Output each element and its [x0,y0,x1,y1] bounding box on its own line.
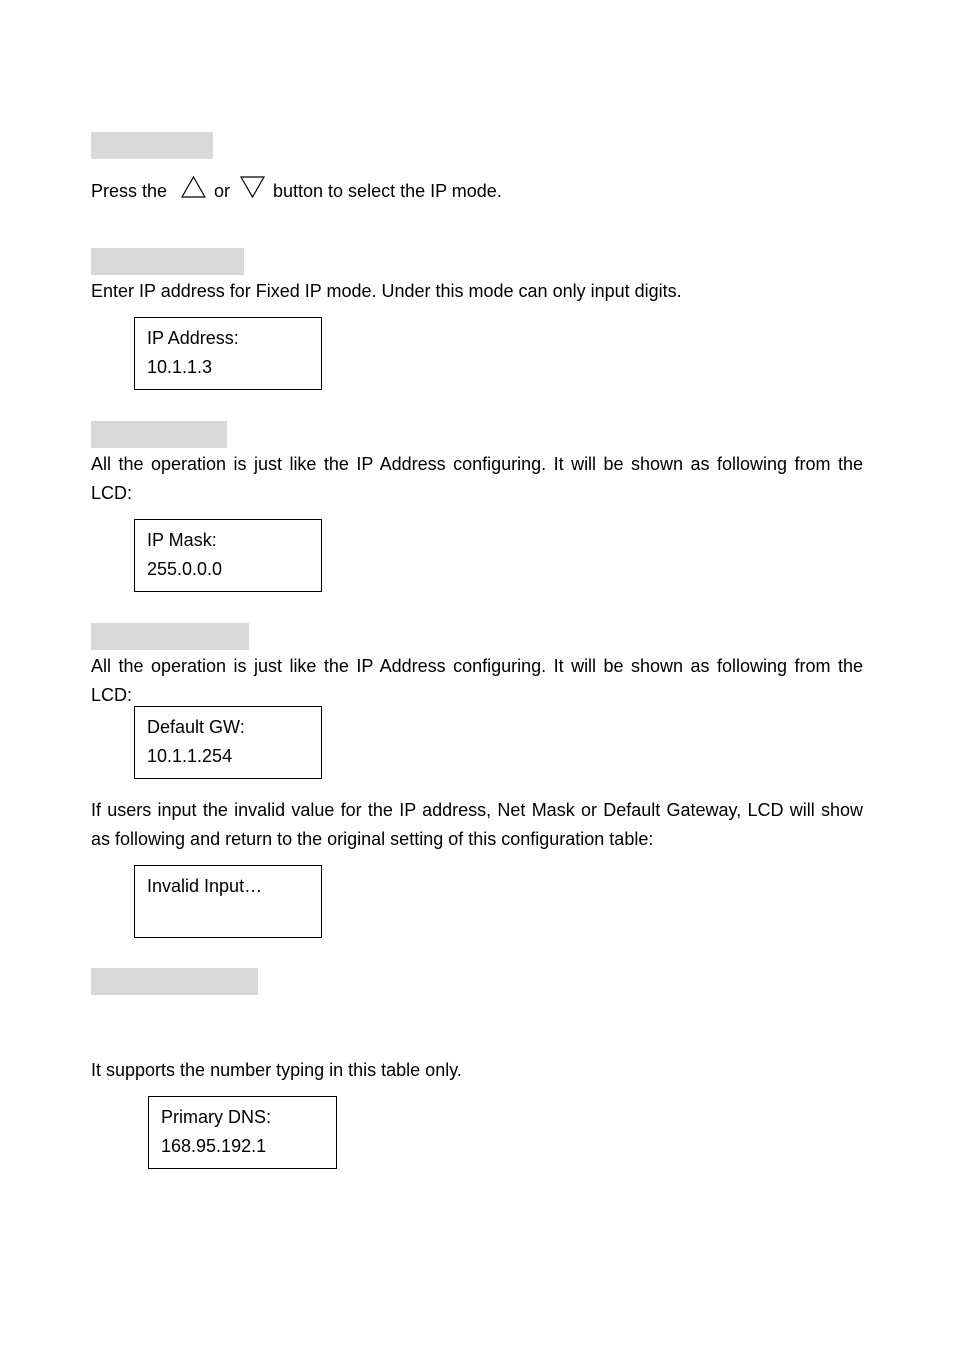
lcd-invalid-input [134,865,322,938]
ip-address-description: Enter IP address for Fixed IP mode. Under this mode can only input digits. [91,281,682,301]
lcd-line-2: 168.95.192.1 [161,1136,267,1156]
lcd-line-1: IP Mask: [147,530,217,550]
invalid-input-description: If users input the invalid value for the IP address, Net Mask or Default Gateway, LCD will show as following and return to the original setting of this configuration table: [91,800,863,849]
ip-mask-description: All the operation is just like the IP Address configuring. It will be shown as following from the LCD: [91,454,863,503]
ip-mode-text-after: button to select the IP mode. [273,181,502,201]
lcd-line-1: Primary DNS: [161,1107,272,1127]
ip-mode-text-before: Press the [91,181,168,201]
section-heading-ip-address [91,248,244,275]
default-gw-description: All the operation is just like the IP Address configuring. It will be shown as following from the LCD: [91,656,863,705]
lcd-default-gw [134,706,322,779]
section-heading-default-gw [91,623,249,650]
primary-dns-description: It supports the number typing in this table only. [91,1060,462,1080]
lcd-line-1: Default GW: [147,717,245,737]
lcd-line-1: Invalid Input… [147,876,263,896]
lcd-ip-address [134,317,322,390]
up-triangle-icon [180,175,207,199]
lcd-line-2: 10.1.1.254 [147,746,233,766]
section-heading-ip-mask [91,421,227,448]
ip-mode-text-or: or [214,181,231,201]
lcd-line-1: IP Address: [147,328,239,348]
lcd-ip-mask [134,519,322,592]
lcd-primary-dns [148,1096,337,1169]
section-heading-primary-dns [91,968,258,995]
section-heading-ip-mode [91,132,213,159]
down-triangle-icon [239,175,266,199]
lcd-line-2: 255.0.0.0 [147,559,223,579]
lcd-line-2: 10.1.1.3 [147,357,213,377]
